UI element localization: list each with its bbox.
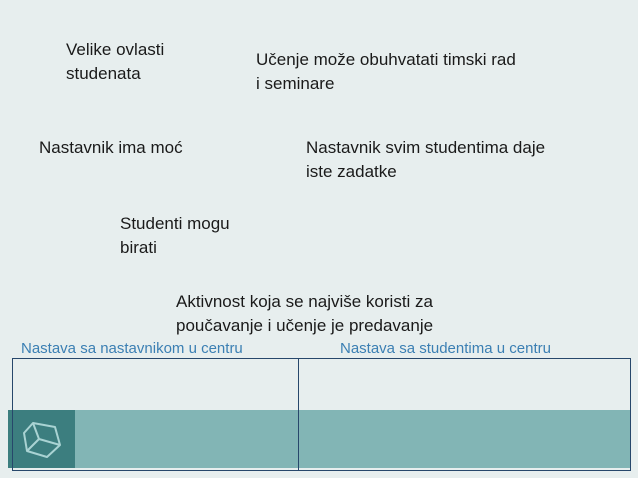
column-label-student-centered: Nastava sa studentima u centru xyxy=(340,340,551,357)
statement-isti-zadaci[interactable]: Nastavnik svim studentima daje iste zadatke xyxy=(306,138,546,181)
statement-predavanje[interactable]: Aktivnost koja se najviše koristi za poučavanje i učenje je predavanje xyxy=(176,292,434,335)
statement-nastavnik-ima-moc[interactable]: Nastavnik ima moć xyxy=(39,138,183,157)
statement-ucenje-timski-rad[interactable]: Učenje može obuhvatati timski rad i seminare xyxy=(256,50,516,93)
comparison-table xyxy=(12,358,631,471)
statement-velike-ovlasti[interactable]: Velike ovlasti studenata xyxy=(66,40,165,83)
column-label-teacher-centered: Nastava sa nastavnikom u centru xyxy=(21,340,243,357)
table-column-divider xyxy=(298,358,299,471)
statement-studenti-biraju[interactable]: Studenti mogu birati xyxy=(120,214,230,257)
